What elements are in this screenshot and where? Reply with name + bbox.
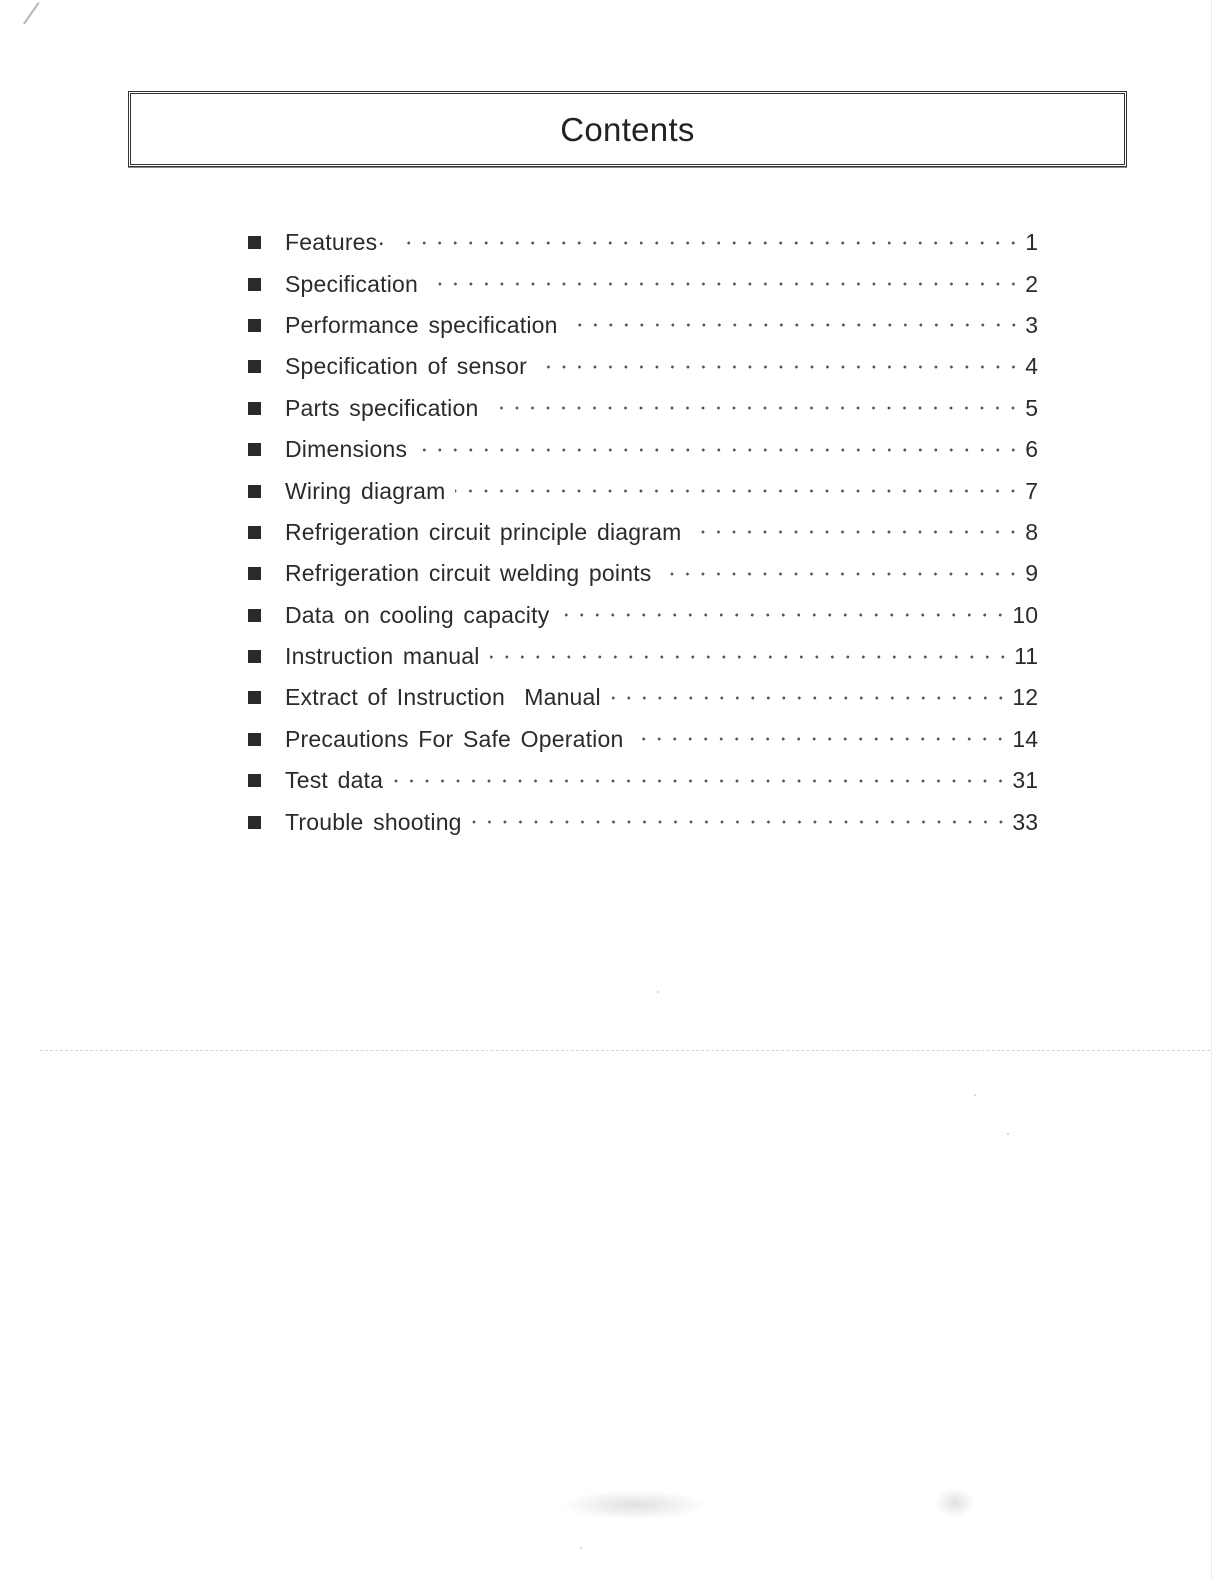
toc-entry-page: 9 bbox=[1025, 560, 1038, 587]
dot-leader bbox=[455, 489, 1021, 493]
dot-leader bbox=[537, 365, 1021, 369]
scan-smudge bbox=[935, 1488, 975, 1518]
square-bullet-icon bbox=[248, 319, 261, 332]
scan-smudge bbox=[560, 1490, 710, 1520]
toc-entry-label: Precautions For Safe Operation bbox=[285, 725, 624, 752]
scan-corner-mark bbox=[23, 2, 40, 24]
square-bullet-icon bbox=[248, 691, 261, 704]
toc-entry-label: Instruction manual bbox=[285, 643, 480, 670]
toc-entry[interactable] bbox=[248, 429, 1038, 470]
toc-entry-label: Wiring diagram bbox=[285, 477, 446, 504]
toc-entry-label: Extract of Instruction Manual bbox=[285, 684, 601, 711]
toc-entry[interactable] bbox=[248, 388, 1038, 429]
dot-leader bbox=[633, 737, 1008, 741]
toc-entry-page: 31 bbox=[1012, 767, 1038, 794]
square-bullet-icon bbox=[248, 402, 261, 415]
toc-entry-page: 4 bbox=[1025, 353, 1038, 380]
square-bullet-icon bbox=[248, 733, 261, 746]
dot-leader bbox=[490, 655, 1011, 659]
toc-entry[interactable] bbox=[248, 346, 1038, 387]
toc-entry[interactable] bbox=[248, 801, 1038, 842]
title-box bbox=[128, 91, 1127, 167]
toc-entry-label: Refrigeration circuit principle diagram bbox=[285, 518, 682, 545]
toc-entry[interactable] bbox=[248, 512, 1038, 553]
toc-entry-page: 1 bbox=[1025, 229, 1038, 256]
toc-entry[interactable] bbox=[248, 222, 1038, 263]
toc-entry-label: Specification of sensor bbox=[285, 353, 528, 380]
toc-entry-label: Trouble shooting bbox=[285, 808, 462, 835]
toc-entry[interactable] bbox=[248, 305, 1038, 346]
square-bullet-icon bbox=[248, 774, 261, 787]
toc-entry-page: 11 bbox=[1014, 643, 1038, 670]
dot-leader bbox=[691, 530, 1021, 534]
square-bullet-icon bbox=[248, 443, 261, 456]
square-bullet-icon bbox=[248, 485, 261, 498]
toc-entry-label: Data on cooling capacity bbox=[285, 601, 550, 628]
dot-leader bbox=[417, 448, 1021, 452]
toc-entry-page: 2 bbox=[1025, 270, 1038, 297]
toc-entry[interactable] bbox=[248, 760, 1038, 801]
square-bullet-icon bbox=[248, 278, 261, 291]
page-title: Contents bbox=[560, 111, 695, 148]
dot-leader bbox=[488, 406, 1021, 410]
toc-entry-label: Test data bbox=[285, 767, 384, 794]
toc-entry-page: 8 bbox=[1025, 518, 1038, 545]
toc-entry-label: Refrigeration circuit welding points bbox=[285, 560, 652, 587]
dot-leader bbox=[611, 696, 1009, 700]
table-of-contents bbox=[248, 222, 1038, 843]
toc-entry[interactable] bbox=[248, 263, 1038, 304]
toc-entry[interactable] bbox=[248, 470, 1038, 511]
scan-speck bbox=[657, 991, 659, 993]
square-bullet-icon bbox=[248, 816, 261, 829]
toc-entry-page: 7 bbox=[1025, 477, 1038, 504]
scan-edge bbox=[1211, 0, 1212, 1580]
toc-entry-label: Features· bbox=[285, 229, 386, 256]
toc-entry-page: 5 bbox=[1025, 394, 1038, 421]
toc-entry-label: Dimensions bbox=[285, 436, 408, 463]
toc-entry-page: 14 bbox=[1012, 725, 1038, 752]
toc-entry-label: Parts specification bbox=[285, 394, 479, 421]
toc-entry-page: 10 bbox=[1012, 601, 1038, 628]
square-bullet-icon bbox=[248, 650, 261, 663]
toc-entry[interactable] bbox=[248, 636, 1038, 677]
dot-leader bbox=[559, 613, 1008, 617]
toc-entry[interactable] bbox=[248, 553, 1038, 594]
dot-leader bbox=[395, 241, 1021, 245]
square-bullet-icon bbox=[248, 609, 261, 622]
toc-entry[interactable] bbox=[248, 719, 1038, 760]
dot-leader bbox=[661, 572, 1021, 576]
dot-leader bbox=[428, 282, 1021, 286]
dot-leader bbox=[393, 779, 1008, 783]
toc-entry-label: Performance specification bbox=[285, 311, 558, 338]
toc-entry[interactable] bbox=[248, 595, 1038, 636]
square-bullet-icon bbox=[248, 236, 261, 249]
toc-entry-page: 12 bbox=[1012, 684, 1038, 711]
toc-entry[interactable] bbox=[248, 677, 1038, 718]
scan-speck bbox=[974, 1094, 976, 1096]
scan-speck bbox=[580, 1547, 582, 1549]
scan-speck bbox=[1007, 1133, 1009, 1135]
square-bullet-icon bbox=[248, 526, 261, 539]
toc-entry-page: 6 bbox=[1025, 436, 1038, 463]
toc-entry-page: 3 bbox=[1025, 311, 1038, 338]
dot-leader bbox=[472, 820, 1009, 824]
square-bullet-icon bbox=[248, 360, 261, 373]
dot-leader bbox=[568, 323, 1022, 327]
scan-fold-line bbox=[40, 1050, 1210, 1051]
toc-entry-label: Specification bbox=[285, 270, 419, 297]
toc-entry-page: 33 bbox=[1012, 808, 1038, 835]
square-bullet-icon bbox=[248, 567, 261, 580]
